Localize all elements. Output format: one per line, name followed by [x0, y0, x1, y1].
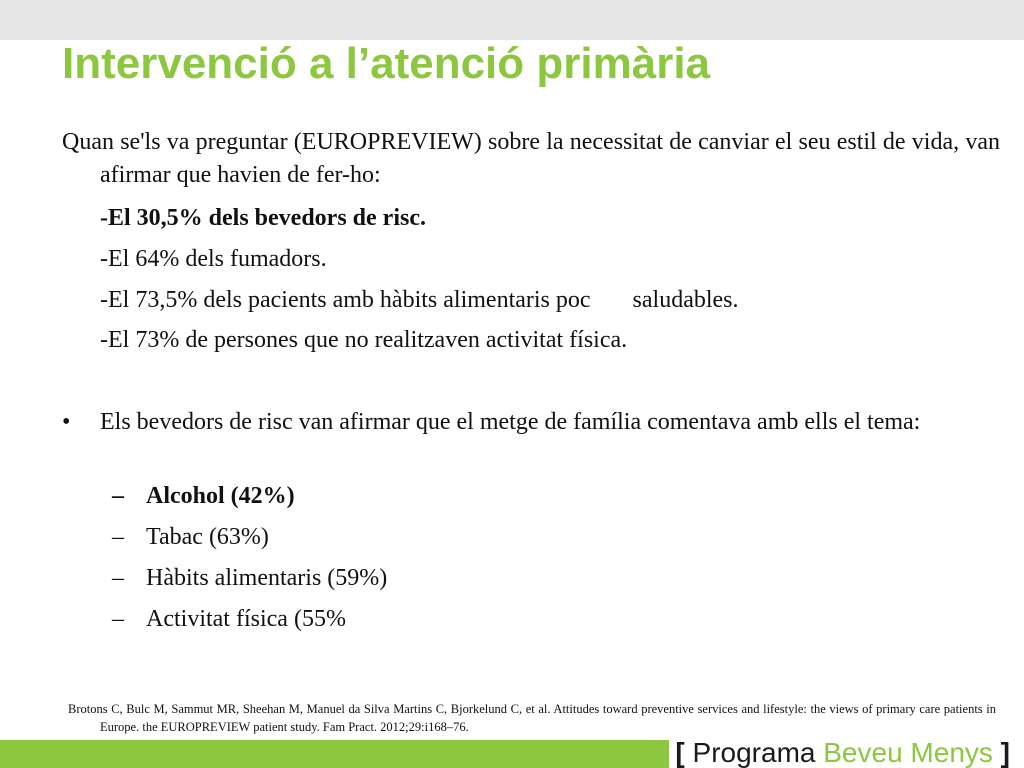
- logo-program-name: Beveu Menys: [823, 737, 993, 768]
- sub-item-prefix: -: [100, 205, 108, 231]
- sub-item-prefix: -: [100, 246, 108, 272]
- program-logo: [669, 737, 1024, 768]
- sub-item-smokers: [100, 243, 327, 276]
- logo-close-bracket: ]: [1000, 737, 1010, 768]
- dash-marker: –: [112, 483, 124, 509]
- dash-item-tobacco: [112, 521, 269, 554]
- dash-item-alcohol: [112, 480, 295, 513]
- sub-item-diet: [100, 284, 739, 317]
- sub-item-prefix: -: [100, 287, 108, 313]
- slide-title: Intervenció a l’atenció primària: [62, 39, 711, 88]
- sub-item-text: El 30,5% dels bevedors de risc.: [108, 205, 426, 231]
- dash-item-physical-activity: [112, 603, 346, 636]
- intro-paragraph: Quan se'ls va preguntar (EUROPREVIEW) sobre la necessitat de canviar el seu estil de vida, van afirmar que havien de fer-ho:: [62, 129, 1000, 188]
- dash-item-text: Hàbits alimentaris (59%): [146, 565, 388, 591]
- sub-item-prefix: -: [100, 327, 108, 353]
- top-bar: [0, 0, 1024, 40]
- dash-marker: –: [112, 524, 124, 550]
- citation: Brotons C, Bulc M, Sammut MR, Sheehan M, Manuel da Silva Martins C, Bjorkelund C, et al. Attitudes toward preventive services and lifestyle: the views of primary care patients in Europe. the EUROPREVIEW patient study. Fam Pract. 2012;29:i168–76.: [68, 702, 996, 734]
- sub-item-text-continued: saludables.: [632, 287, 739, 313]
- bullet-text: Els bevedors de risc van afirmar que el metge de família comentava amb ells el tema:: [100, 409, 921, 435]
- dash-item-text: Tabac (63%): [146, 524, 269, 550]
- sub-item-text: El 73% de persones que no realitzaven activitat física.: [108, 327, 628, 353]
- dash-item-text: Activitat física (55%: [146, 606, 346, 632]
- dash-marker: –: [112, 606, 124, 632]
- logo-open-bracket: [: [675, 737, 685, 768]
- bullet-marker: •: [62, 409, 71, 435]
- sub-item-text: El 73,5% dels pacients amb hàbits alimentaris poc: [108, 287, 591, 313]
- dash-item-text: Alcohol (42%): [146, 483, 295, 509]
- sub-item-physical-activity: [100, 324, 627, 357]
- bullet-paragraph: [62, 406, 962, 439]
- sub-item-text: El 64% dels fumadors.: [108, 246, 327, 272]
- sub-item-alcohol-risk: [100, 202, 426, 235]
- logo-program-word: Programa: [692, 737, 816, 768]
- dash-marker: –: [112, 565, 124, 591]
- dash-item-diet: [112, 562, 387, 595]
